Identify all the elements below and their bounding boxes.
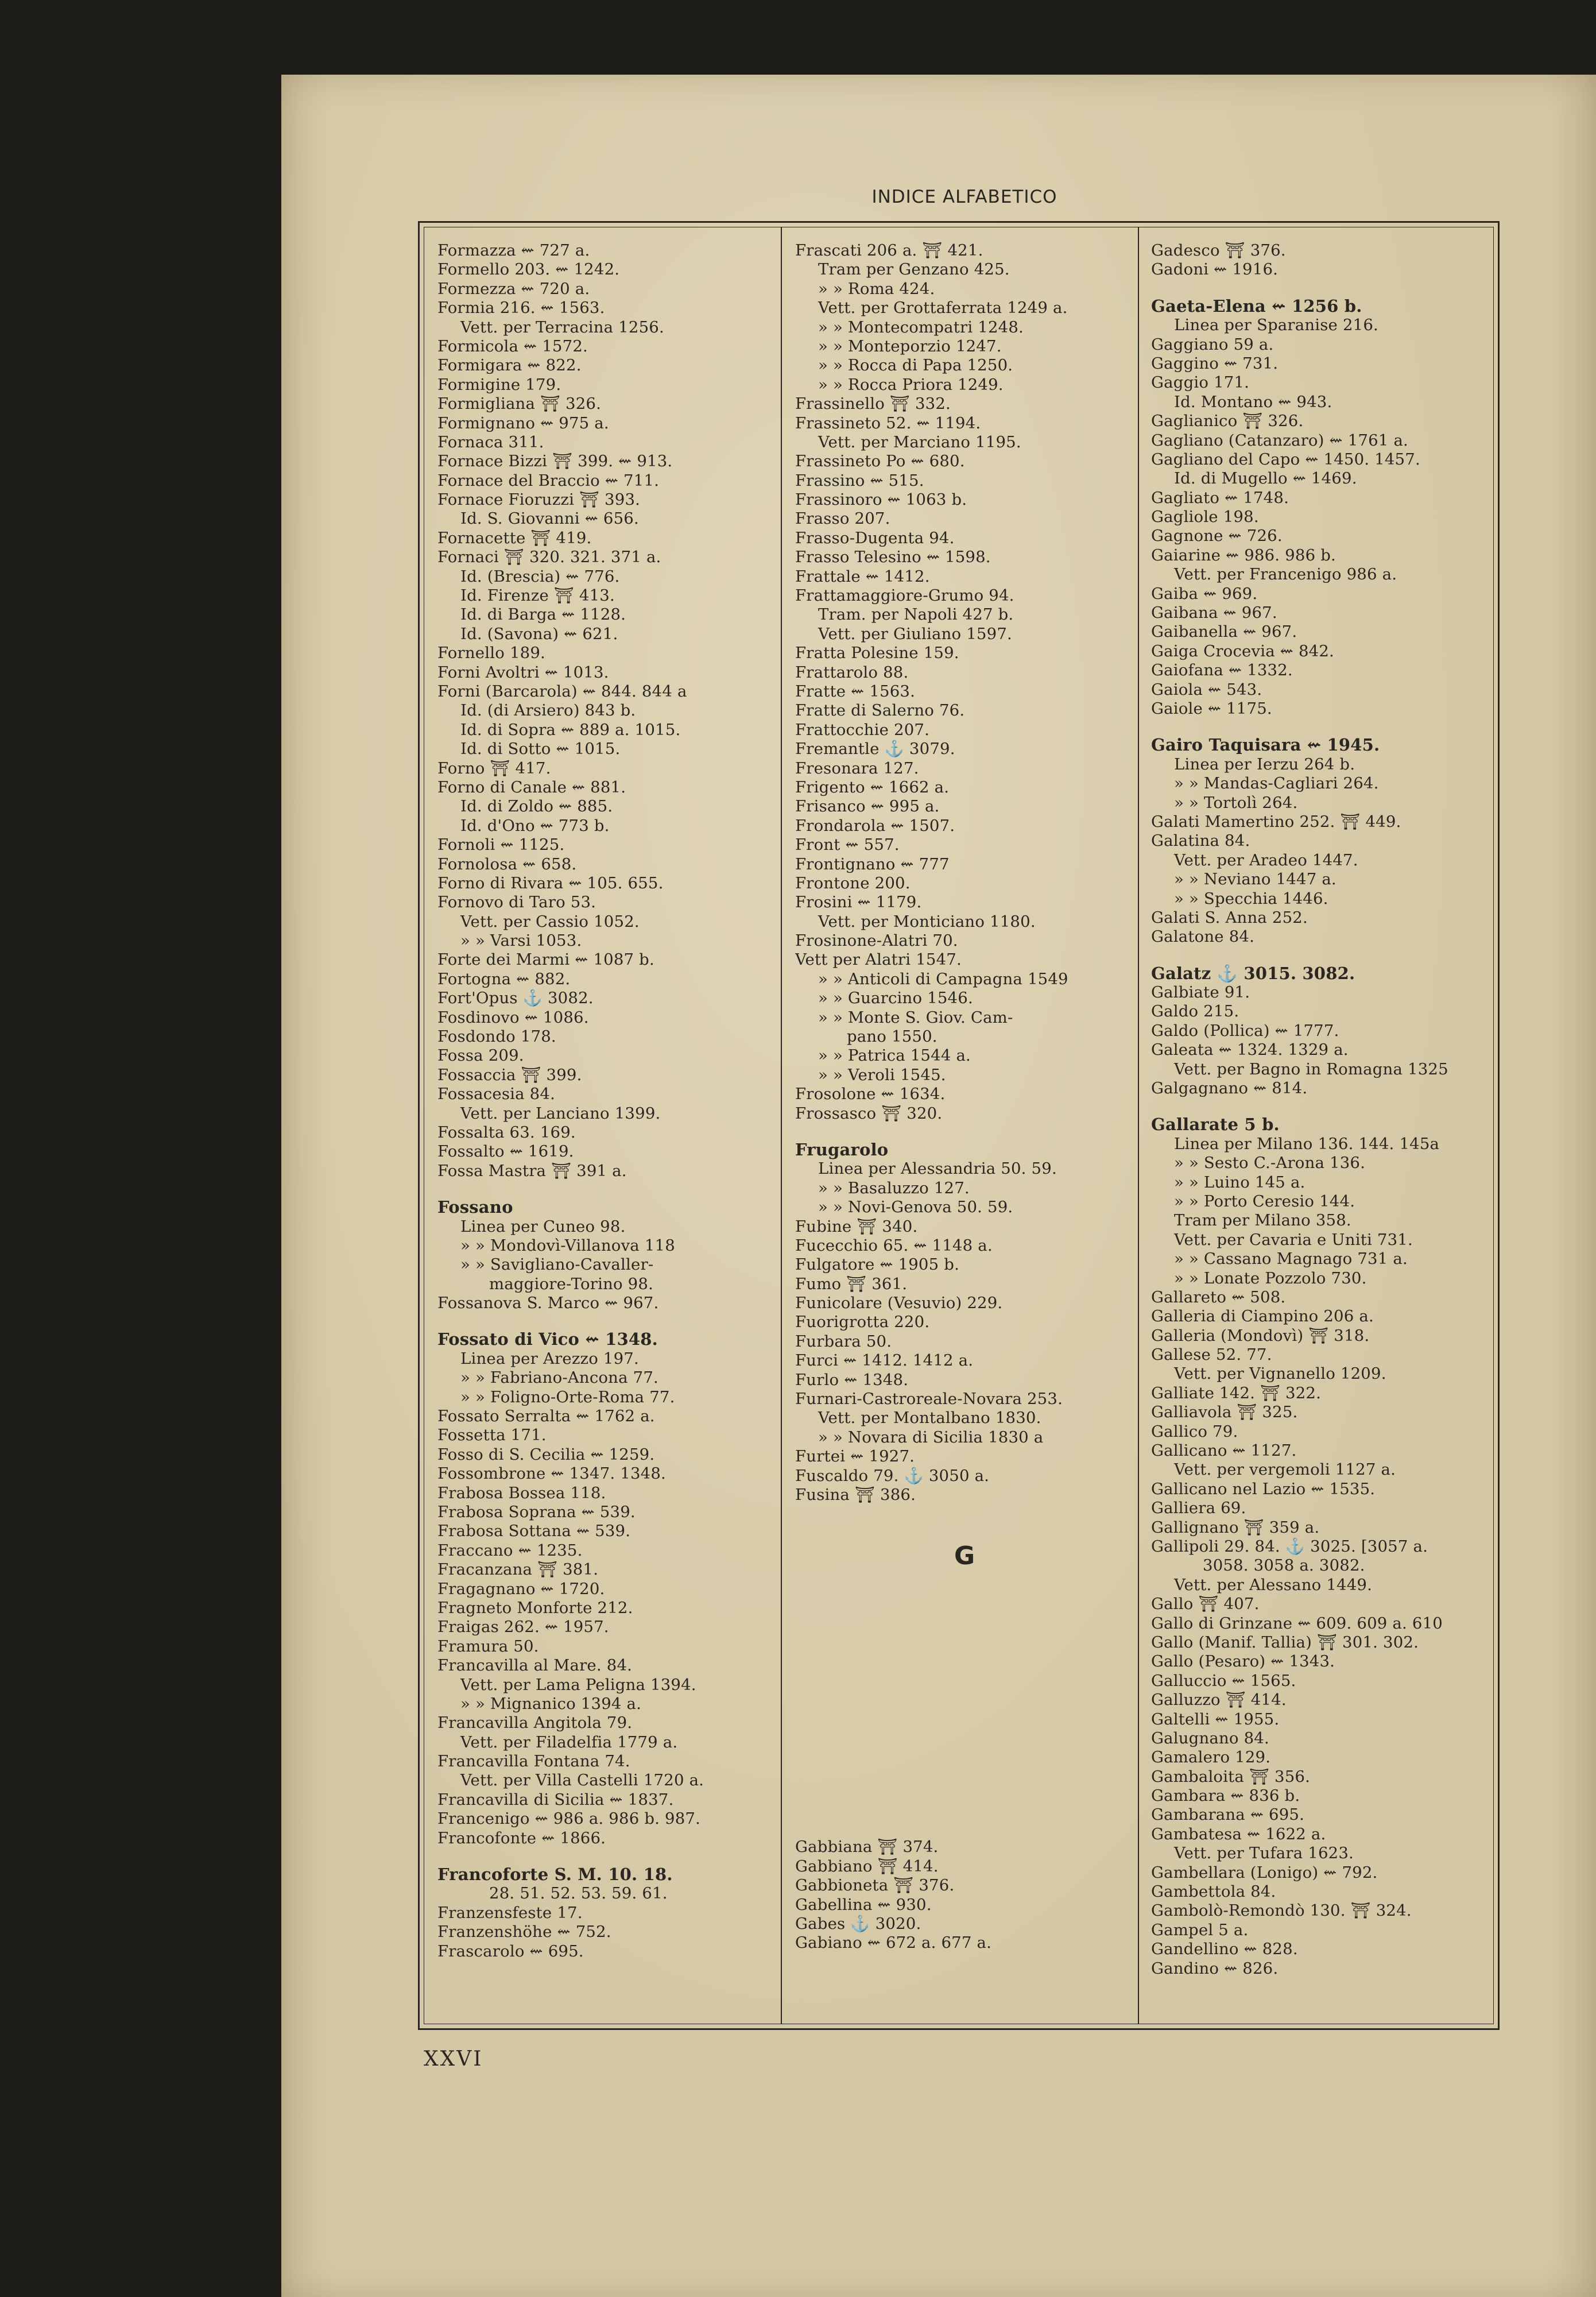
index-entry: Vett per Alatri 1547. bbox=[795, 950, 962, 969]
index-entry: » » Monteporzio 1247. bbox=[818, 337, 1002, 355]
index-entry: Frasso 207. bbox=[795, 509, 890, 528]
index-entry: Frassinoro ⇜ 1063 b. bbox=[795, 490, 967, 509]
index-entry: Francoforte S. M. 10. 18. bbox=[437, 1865, 673, 1885]
index-entry: Gadesco ⛩ 376. bbox=[1151, 241, 1286, 260]
index-entry: » » Montecompatri 1248. bbox=[818, 318, 1024, 337]
index-entry: Vett. per Montalbano 1830. bbox=[818, 1409, 1041, 1428]
index-entry: Frasso-Dugenta 94. bbox=[795, 528, 955, 547]
index-entry: Fraigas 262. ⇜ 1957. bbox=[437, 1618, 609, 1637]
index-entry: Fratta Polesine 159. bbox=[795, 644, 959, 663]
index-entry: Gaiga Crocevia ⇜ 842. bbox=[1151, 641, 1334, 660]
index-entry: Fornoli ⇜ 1125. bbox=[437, 836, 565, 854]
index-entry: Galleria di Ciampino 206 a. bbox=[1151, 1307, 1374, 1326]
index-entry: Fracanzana ⛩ 381. bbox=[437, 1560, 599, 1579]
index-entry: Formigine 179. bbox=[437, 375, 561, 394]
index-entry: » » Basaluzzo 127. bbox=[818, 1178, 970, 1197]
index-entry: » » Porto Ceresio 144. bbox=[1174, 1192, 1355, 1211]
index-entry: Gagliano del Capo ⇜ 1450. 1457. bbox=[1151, 450, 1420, 469]
index-entry: Fucecchio 65. ⇜ 1148 a. bbox=[795, 1236, 993, 1255]
index-entry: Forni (Barcarola) ⇜ 844. 844 a bbox=[437, 682, 687, 701]
index-entry: » » Lonate Pozzolo 730. bbox=[1174, 1269, 1367, 1287]
index-entry: Gaibana ⇜ 967. bbox=[1151, 604, 1277, 622]
index-entry: Fosdondo 178. bbox=[437, 1027, 556, 1046]
index-entry: Francofonte ⇜ 1866. bbox=[437, 1828, 606, 1847]
index-entry: Gabes ⚓ 3020. bbox=[795, 1914, 921, 1933]
index-entry: Linea per Arezzo 197. bbox=[460, 1349, 639, 1368]
index-entry: Gambatesa ⇜ 1622 a. bbox=[1151, 1824, 1326, 1843]
index-entry: Francavilla al Mare. 84. bbox=[437, 1656, 633, 1675]
index-entry: Galliera 69. bbox=[1151, 1499, 1246, 1518]
index-entry: Gagliole 198. bbox=[1151, 508, 1259, 527]
index-entry: Fornaca 311. bbox=[437, 432, 544, 451]
index-entry: Fossa Mastra ⛩ 391 a. bbox=[437, 1161, 627, 1180]
index-entry: Gaggio 171. bbox=[1151, 373, 1250, 392]
index-entry: Gagnone ⇜ 726. bbox=[1151, 527, 1283, 546]
index-entry: Id. (Savona) ⇜ 621. bbox=[460, 624, 618, 643]
index-entry: Gagliano (Catanzaro) ⇜ 1761 a. bbox=[1151, 431, 1408, 450]
index-entry: Vett. per Lanciano 1399. bbox=[460, 1104, 661, 1123]
index-entry: Frassineto Po ⇜ 680. bbox=[795, 452, 965, 471]
index-entry: Franzensfeste 17. bbox=[437, 1903, 583, 1922]
index-entry: Fossato di Vico ⇜ 1348. bbox=[437, 1330, 658, 1349]
index-entry: Fuorigrotta 220. bbox=[795, 1313, 930, 1332]
entry-gap bbox=[437, 1848, 776, 1865]
index-entry: Id. S. Giovanni ⇜ 656. bbox=[460, 509, 639, 528]
index-entry: Fort'Opus ⚓ 3082. bbox=[437, 989, 594, 1008]
index-entry: Gallicano ⇜ 1127. bbox=[1151, 1441, 1297, 1460]
index-entry: Galugnano 84. bbox=[1151, 1728, 1269, 1747]
index-entry: Galbiate 91. bbox=[1151, 983, 1250, 1002]
index-entry: Gallipoli 29. 84. ⚓ 3025. [3057 a. bbox=[1151, 1537, 1428, 1556]
index-entry: Frattale ⇜ 1412. bbox=[795, 567, 930, 586]
index-entry: Id. (di Arsiero) 843 b. bbox=[460, 701, 636, 720]
index-entry: Gaeta-Elena ⇜ 1256 b. bbox=[1151, 296, 1362, 316]
index-entry: Francavilla Fontana 74. bbox=[437, 1752, 630, 1771]
index-entry: Furlo ⇜ 1348. bbox=[795, 1370, 909, 1389]
index-entry: Frabosa Sottana ⇜ 539. bbox=[437, 1522, 631, 1541]
index-entry: Gabbioneta ⛩ 376. bbox=[795, 1876, 955, 1895]
index-entry: 3058. 3058 a. 3082. bbox=[1203, 1556, 1365, 1575]
index-entry: » » Cassano Magnago 731 a. bbox=[1174, 1250, 1408, 1269]
index-entry: Gandino ⇜ 826. bbox=[1151, 1959, 1279, 1978]
index-entry: Fornace Fioruzzi ⛩ 393. bbox=[437, 490, 641, 509]
page-header: INDICE ALFABETICO bbox=[871, 187, 1057, 207]
index-entry: Fraccano ⇜ 1235. bbox=[437, 1541, 583, 1560]
index-entry: Galatone 84. bbox=[1151, 927, 1255, 946]
index-entry: Forno di Canale ⇜ 881. bbox=[437, 778, 626, 796]
index-entry: » » Fabriano-Ancona 77. bbox=[460, 1368, 658, 1387]
index-entry: Frattamaggiore-Grumo 94. bbox=[795, 586, 1014, 605]
index-entry: Frisanco ⇜ 995 a. bbox=[795, 797, 940, 816]
index-entry: Galtelli ⇜ 1955. bbox=[1151, 1710, 1280, 1728]
index-entry: Frabosa Soprana ⇜ 539. bbox=[437, 1503, 636, 1521]
index-entry: Galeata ⇜ 1324. 1329 a. bbox=[1151, 1041, 1349, 1059]
index-entry: Id. di Sotto ⇜ 1015. bbox=[460, 740, 621, 759]
index-entry: Fornace Bizzi ⛩ 399. ⇜ 913. bbox=[437, 452, 673, 471]
index-entry: Gambarana ⇜ 695. bbox=[1151, 1805, 1305, 1824]
index-entry: Gallo ⛩ 407. bbox=[1151, 1595, 1260, 1614]
index-entry: Francavilla Angitola 79. bbox=[437, 1714, 633, 1733]
index-entry: Tram per Genzano 425. bbox=[818, 260, 1010, 279]
index-entry: Id. Firenze ⛩ 413. bbox=[460, 586, 615, 605]
index-entry: Fratte ⇜ 1563. bbox=[795, 682, 916, 701]
index-entry: Vett. per Filadelfia 1779 a. bbox=[460, 1733, 678, 1751]
index-entry: Gaiarine ⇜ 986. 986 b. bbox=[1151, 546, 1336, 564]
index-entry: Gabbiano ⛩ 414. bbox=[795, 1857, 939, 1876]
index-entry: Fossanova S. Marco ⇜ 967. bbox=[437, 1294, 659, 1313]
index-entry: Fornovo di Taro 53. bbox=[437, 893, 596, 912]
index-entry: Galdo (Pollica) ⇜ 1777. bbox=[1151, 1021, 1339, 1040]
index-entry: » » Mandas-Cagliari 264. bbox=[1174, 774, 1379, 793]
index-entry: Vett. per Marciano 1195. bbox=[818, 432, 1021, 451]
index-entry: Frontone 200. bbox=[795, 873, 911, 892]
index-entry: Framura 50. bbox=[437, 1637, 539, 1656]
index-column-1 bbox=[437, 241, 776, 1961]
index-entry: Galluzzo ⛩ 414. bbox=[1151, 1691, 1287, 1710]
index-entry: Linea per Ierzu 264 b. bbox=[1174, 755, 1355, 774]
column-divider-2 bbox=[1138, 227, 1139, 2024]
index-entry: Vett. per vergemoli 1127 a. bbox=[1174, 1460, 1396, 1479]
index-entry: Vett. per Aradeo 1447. bbox=[1174, 850, 1358, 869]
index-entry: Front ⇜ 557. bbox=[795, 836, 900, 854]
index-entry: Frassino ⇜ 515. bbox=[795, 471, 924, 490]
index-entry: Gallo di Grinzane ⇜ 609. 609 a. 610 bbox=[1151, 1614, 1443, 1633]
index-entry: Forni Avoltri ⇜ 1013. bbox=[437, 663, 609, 682]
index-entry: » » Luino 145 a. bbox=[1174, 1173, 1306, 1192]
index-entry: Gallignano ⛩ 359 a. bbox=[1151, 1518, 1320, 1537]
index-entry: Fumo ⛩ 361. bbox=[795, 1274, 908, 1293]
entry-gap bbox=[795, 1123, 1134, 1140]
index-entry: Gallicano nel Lazio ⇜ 1535. bbox=[1151, 1479, 1376, 1498]
index-entry: Fuscaldo 79. ⚓ 3050 a. bbox=[795, 1466, 990, 1485]
index-entry: Vett. per Grottaferrata 1249 a. bbox=[818, 299, 1068, 318]
index-entry: Vett. per Giuliano 1597. bbox=[818, 624, 1012, 643]
index-entry: Gaibanella ⇜ 967. bbox=[1151, 622, 1297, 641]
index-entry: Frascati 206 a. ⛩ 421. bbox=[795, 241, 983, 260]
index-entry: » » Varsi 1053. bbox=[460, 931, 582, 950]
index-entry: Frascarolo ⇜ 695. bbox=[437, 1942, 584, 1960]
entry-gap bbox=[1151, 718, 1490, 736]
index-entry: Formazza ⇜ 727 a. bbox=[437, 241, 590, 260]
index-entry: » » Mignanico 1394 a. bbox=[460, 1694, 642, 1713]
index-entry: Fornaci ⛩ 320. 321. 371 a. bbox=[437, 548, 661, 567]
index-entry: Gabellina ⇜ 930. bbox=[795, 1895, 932, 1914]
index-entry: Formezza ⇜ 720 a. bbox=[437, 279, 590, 298]
index-entry: Formignano ⇜ 975 a. bbox=[437, 413, 609, 432]
index-entry: Formigara ⇜ 822. bbox=[437, 356, 582, 375]
entry-gap bbox=[1151, 1098, 1490, 1115]
index-entry: Frontignano ⇜ 777 bbox=[795, 854, 950, 873]
index-entry: Forno di Rivara ⇜ 105. 655. bbox=[437, 873, 664, 892]
index-entry: Fragneto Monforte 212. bbox=[437, 1598, 633, 1617]
index-entry: Gaiba ⇜ 969. bbox=[1151, 584, 1258, 603]
entry-gap bbox=[437, 1313, 776, 1330]
index-entry: Fossombrone ⇜ 1347. 1348. bbox=[437, 1464, 667, 1483]
index-entry: Gambolò-Remondò 130. ⛩ 324. bbox=[1151, 1901, 1412, 1920]
index-entry: » » Novara di Sicilia 1830 a bbox=[818, 1428, 1044, 1447]
index-entry: Vett. per Cassio 1052. bbox=[460, 912, 640, 931]
index-entry: Fossano bbox=[437, 1198, 513, 1217]
index-entry: Gallo (Manif. Tallia) ⛩ 301. 302. bbox=[1151, 1633, 1419, 1652]
index-entry: » » Rocca di Papa 1250. bbox=[818, 356, 1013, 375]
index-entry: Vett. per Cavaria e Uniti 731. bbox=[1174, 1230, 1413, 1249]
index-entry: pano 1550. bbox=[847, 1027, 938, 1046]
index-entry: Vett. per Tufara 1623. bbox=[1174, 1844, 1354, 1863]
index-entry: » » Veroli 1545. bbox=[818, 1065, 946, 1084]
index-entry: Fresonara 127. bbox=[795, 759, 919, 778]
index-entry: Tram per Milano 358. bbox=[1174, 1211, 1351, 1230]
index-entry: Gaiole ⇜ 1175. bbox=[1151, 699, 1272, 718]
index-entry: Frosinone-Alatri 70. bbox=[795, 931, 958, 950]
index-entry: Linea per Milano 136. 144. 145a bbox=[1174, 1134, 1440, 1153]
index-entry: 28. 51. 52. 53. 59. 61. bbox=[489, 1884, 668, 1903]
index-entry: Fossetta 171. bbox=[437, 1426, 547, 1445]
index-entry: Galati Mamertino 252. ⛩ 449. bbox=[1151, 812, 1401, 831]
index-entry: » » Sesto C.-Arona 136. bbox=[1174, 1154, 1366, 1173]
index-entry: » » Monte S. Giov. Cam- bbox=[818, 1008, 1013, 1027]
index-entry: Gaggiano 59 a. bbox=[1151, 335, 1274, 354]
index-entry: Fossaccia ⛩ 399. bbox=[437, 1065, 582, 1084]
index-entry: Fossalto ⇜ 1619. bbox=[437, 1142, 574, 1161]
index-entry: Linea per Sparanise 216. bbox=[1174, 316, 1378, 335]
index-entry: Funicolare (Vesuvio) 229. bbox=[795, 1294, 1003, 1313]
index-entry: Fulgatore ⇜ 1905 b. bbox=[795, 1255, 960, 1274]
index-entry: Frugarolo bbox=[795, 1140, 889, 1159]
index-entry: Id. d'Ono ⇜ 773 b. bbox=[460, 816, 610, 835]
index-entry: » » Specchia 1446. bbox=[1174, 889, 1328, 908]
index-entry: » » Mondovì-Villanova 118 bbox=[460, 1236, 675, 1255]
index-entry: Galatina 84. bbox=[1151, 832, 1250, 850]
index-entry: Frigento ⇜ 1662 a. bbox=[795, 778, 950, 796]
index-entry: » » Tortolì 264. bbox=[1174, 793, 1298, 812]
index-column-3 bbox=[1151, 241, 1490, 1978]
index-entry: Fornacette ⛩ 419. bbox=[437, 528, 592, 547]
index-entry: Gaiofana ⇜ 1332. bbox=[1151, 661, 1293, 680]
index-entry: Vett. per Francenigo 986 a. bbox=[1174, 565, 1397, 584]
index-entry: Vett. per Lama Peligna 1394. bbox=[460, 1675, 696, 1694]
index-entry: Frosolone ⇜ 1634. bbox=[795, 1085, 946, 1104]
index-entry: » » Novi-Genova 50. 59. bbox=[818, 1198, 1013, 1217]
entry-gap bbox=[1151, 280, 1490, 297]
index-entry: Fossato Serralta ⇜ 1762 a. bbox=[437, 1407, 655, 1426]
index-entry: Fossacesia 84. bbox=[437, 1085, 556, 1104]
index-entry: Galati S. Anna 252. bbox=[1151, 908, 1308, 927]
index-entry: Gallese 52. 77. bbox=[1151, 1345, 1272, 1364]
index-entry: Frasso Telesino ⇜ 1598. bbox=[795, 548, 991, 567]
index-entry: Furbara 50. bbox=[795, 1332, 892, 1351]
index-entry: Franzenshöhe ⇜ 752. bbox=[437, 1923, 611, 1942]
index-entry: Francenigo ⇜ 986 a. 986 b. 987. bbox=[437, 1809, 701, 1828]
index-entry: Fusina ⛩ 386. bbox=[795, 1486, 916, 1504]
index-entry: Linea per Cuneo 98. bbox=[460, 1217, 626, 1236]
index-entry: Vett. per Villa Castelli 1720 a. bbox=[460, 1771, 704, 1790]
index-entry: Galliavola ⛩ 325. bbox=[1151, 1403, 1298, 1422]
index-entry: Fornace del Braccio ⇜ 711. bbox=[437, 471, 660, 490]
index-entry: Frosini ⇜ 1179. bbox=[795, 893, 922, 912]
index-entry: Francavilla di Sicilia ⇜ 1837. bbox=[437, 1790, 674, 1809]
index-entry: Frabosa Bossea 118. bbox=[437, 1483, 606, 1502]
index-entry: Formigliana ⛩ 326. bbox=[437, 395, 602, 413]
index-entry: Frassineto 52. ⇜ 1194. bbox=[795, 413, 981, 432]
entry-gap bbox=[437, 1181, 776, 1198]
index-entry: » » Roma 424. bbox=[818, 279, 935, 298]
index-entry: Gairo Taquisara ⇜ 1945. bbox=[1151, 736, 1380, 755]
index-entry: maggiore-Torino 98. bbox=[489, 1274, 654, 1293]
index-entry: Gallico 79. bbox=[1151, 1422, 1238, 1441]
index-entry: Gabiano ⇜ 672 a. 677 a. bbox=[795, 1933, 992, 1952]
index-entry: Gaggino ⇜ 731. bbox=[1151, 354, 1279, 373]
index-entry: Fosso di S. Cecilia ⇜ 1259. bbox=[437, 1445, 655, 1464]
index-entry: Formello 203. ⇜ 1242. bbox=[437, 260, 620, 279]
index-entry: Gadoni ⇜ 1916. bbox=[1151, 260, 1279, 279]
index-entry: Id. di Barga ⇜ 1128. bbox=[460, 605, 626, 624]
index-entry: Gambettola 84. bbox=[1151, 1882, 1276, 1901]
index-entry: Formicola ⇜ 1572. bbox=[437, 337, 588, 355]
index-entry: Fosdinovo ⇜ 1086. bbox=[437, 1008, 589, 1027]
index-entry: Vett. per Vignanello 1209. bbox=[1174, 1364, 1386, 1383]
page-number: XXVI bbox=[424, 2047, 483, 2071]
index-entry: Id. Montano ⇜ 943. bbox=[1174, 392, 1332, 411]
index-entry: Linea per Alessandria 50. 59. bbox=[818, 1159, 1057, 1178]
index-entry: Furnari-Castroreale-Novara 253. bbox=[795, 1390, 1063, 1409]
index-entry: Galatz ⚓ 3015. 3082. bbox=[1151, 964, 1355, 983]
index-entry: Fragagnano ⇜ 1720. bbox=[437, 1579, 605, 1598]
index-entry: Frattarolo 88. bbox=[795, 663, 909, 682]
index-entry: Formia 216. ⇜ 1563. bbox=[437, 299, 605, 318]
index-entry: » » Savigliano-Cavaller- bbox=[460, 1255, 654, 1274]
index-entry: Tram. per Napoli 427 b. bbox=[818, 605, 1014, 624]
index-entry: » » Foligno-Orte-Roma 77. bbox=[460, 1387, 675, 1406]
index-entry: Fratte di Salerno 76. bbox=[795, 701, 965, 720]
index-entry: Gallo (Pesaro) ⇜ 1343. bbox=[1151, 1652, 1335, 1671]
index-entry: Gambellara (Lonigo) ⇜ 792. bbox=[1151, 1863, 1378, 1882]
index-entry: Vett. per Terracina 1256. bbox=[460, 318, 664, 337]
index-entry: Forte dei Marmi ⇜ 1087 b. bbox=[437, 950, 654, 969]
index-entry: Fornolosa ⇜ 658. bbox=[437, 854, 577, 873]
index-column-2-g-entries bbox=[795, 1838, 1134, 1952]
index-entry: Vett. per Bagno in Romagna 1325 bbox=[1174, 1059, 1448, 1078]
index-entry: Galluccio ⇜ 1565. bbox=[1151, 1671, 1296, 1690]
index-entry: Gallarate 5 b. bbox=[1151, 1115, 1280, 1135]
index-entry: Vett. per Monticiano 1180. bbox=[818, 912, 1036, 931]
index-column-2-f-entries bbox=[795, 241, 1134, 1505]
index-entry: Gabbiana ⛩ 374. bbox=[795, 1838, 939, 1857]
index-entry: Gallareto ⇜ 508. bbox=[1151, 1287, 1286, 1306]
index-entry: Frossasco ⛩ 320. bbox=[795, 1104, 943, 1123]
index-entry: » » Guarcino 1546. bbox=[818, 989, 973, 1008]
index-entry: Frassinello ⛩ 332. bbox=[795, 395, 951, 413]
index-entry: Gandellino ⇜ 828. bbox=[1151, 1940, 1298, 1959]
index-entry: Gampel 5 a. bbox=[1151, 1920, 1249, 1939]
index-entry: » » Neviano 1447 a. bbox=[1174, 870, 1337, 889]
index-entry: Gamalero 129. bbox=[1151, 1748, 1271, 1767]
index-entry: » » Patrica 1544 a. bbox=[818, 1046, 971, 1065]
index-entry: Galliate 142. ⛩ 322. bbox=[1151, 1383, 1322, 1402]
index-entry: Id. di Sopra ⇜ 889 a. 1015. bbox=[460, 720, 681, 739]
index-entry: Galdo 215. bbox=[1151, 1002, 1239, 1021]
index-entry: Id. di Zoldo ⇜ 885. bbox=[460, 797, 613, 816]
index-entry: Id. (Brescia) ⇜ 776. bbox=[460, 567, 620, 586]
index-entry: Fossa 209. bbox=[437, 1046, 524, 1065]
index-entry: Frattocchie 207. bbox=[795, 720, 930, 739]
entry-gap bbox=[1151, 947, 1490, 964]
index-entry: Fubine ⛩ 340. bbox=[795, 1217, 918, 1236]
index-entry: Galleria (Mondovì) ⛩ 318. bbox=[1151, 1326, 1370, 1345]
index-entry: Fremantle ⚓ 3079. bbox=[795, 740, 955, 759]
index-entry: Gambara ⇜ 836 b. bbox=[1151, 1786, 1300, 1805]
index-entry: Gagliato ⇜ 1748. bbox=[1151, 488, 1289, 507]
index-entry: Furtei ⇜ 1927. bbox=[795, 1447, 915, 1466]
index-entry: » » Rocca Priora 1249. bbox=[818, 375, 1004, 394]
index-entry: Fossalta 63. 169. bbox=[437, 1123, 576, 1142]
index-entry: Gaglianico ⛩ 326. bbox=[1151, 412, 1304, 431]
index-entry: Gaiola ⇜ 543. bbox=[1151, 680, 1262, 699]
index-entry: Furci ⇜ 1412. 1412 a. bbox=[795, 1351, 974, 1370]
column-divider-1 bbox=[781, 227, 782, 2024]
index-entry: Frondarola ⇜ 1507. bbox=[795, 816, 955, 835]
index-entry: Fornello 189. bbox=[437, 644, 545, 663]
section-letter-g: G bbox=[954, 1541, 975, 1571]
index-entry: Fortogna ⇜ 882. bbox=[437, 969, 571, 988]
index-entry: Forno ⛩ 417. bbox=[437, 759, 551, 778]
index-entry: Gambaloita ⛩ 356. bbox=[1151, 1767, 1311, 1786]
index-entry: Vett. per Alessano 1449. bbox=[1174, 1575, 1373, 1594]
index-entry: » » Anticoli di Campagna 1549 bbox=[818, 969, 1068, 988]
index-column-2 bbox=[795, 241, 1134, 1953]
index-entry: Galgagnano ⇜ 814. bbox=[1151, 1079, 1308, 1098]
index-entry: Id. di Mugello ⇜ 1469. bbox=[1174, 469, 1357, 488]
